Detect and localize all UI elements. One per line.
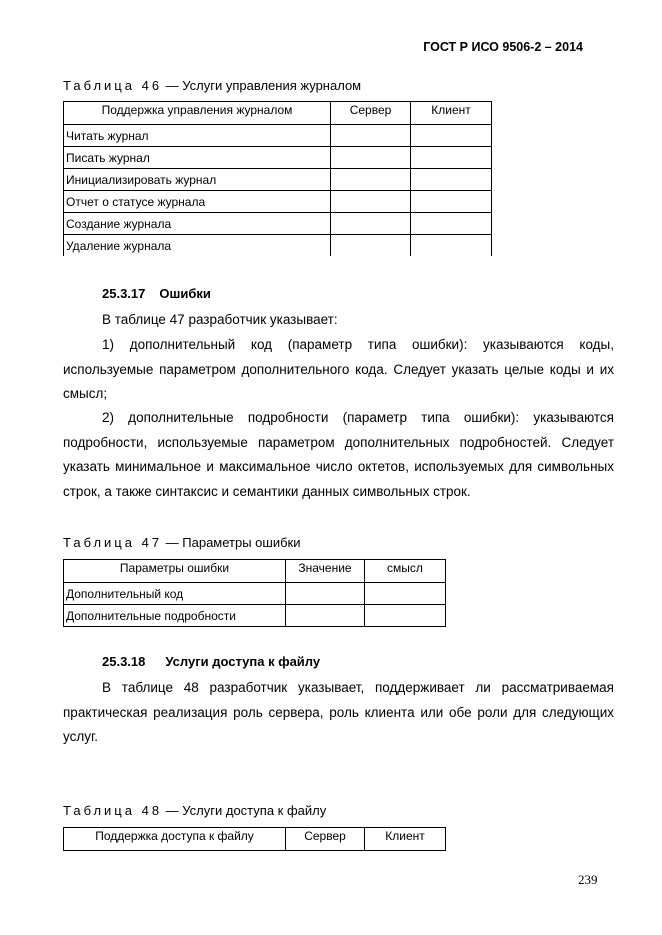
table-47-label: Таблица 47 xyxy=(63,535,163,550)
page-number: 239 xyxy=(578,872,598,887)
document-header: ГОСТ Р ИСО 9506-2 – 2014 xyxy=(423,40,583,54)
empty-cell xyxy=(411,213,492,235)
table-46-label: Таблица 46 xyxy=(63,78,163,93)
table-row xyxy=(64,125,492,147)
section-25-3-17-intro: В таблице 47 разработчик указывает: xyxy=(102,312,338,327)
empty-cell xyxy=(331,235,411,257)
row-label: Создание журнала xyxy=(64,213,331,235)
column-header: Клиент xyxy=(365,828,446,851)
table-47-title: — Параметры ошибки xyxy=(162,535,301,550)
table-row xyxy=(64,605,446,627)
table-row xyxy=(64,583,446,605)
table-row xyxy=(64,191,492,213)
empty-cell xyxy=(411,125,492,147)
column-header: Поддержка управления журналом xyxy=(64,102,331,125)
column-header: Сервер xyxy=(331,102,411,125)
table-row xyxy=(64,213,492,235)
section-25-3-17-item-1: 1) дополнительный код (параметр типа ошибки): указываются коды, используемые параметром дополнительного кода. Следует указать целые коды и их смысл; xyxy=(63,337,614,401)
column-header: Клиент xyxy=(411,102,492,125)
table-46 xyxy=(63,101,492,256)
section-title: Услуги доступа к файлу xyxy=(165,654,321,669)
row-label: Писать журнал xyxy=(64,147,331,169)
section-number: 25.3.18 xyxy=(102,654,146,669)
table-47 xyxy=(63,559,446,627)
empty-cell xyxy=(331,169,411,191)
empty-cell xyxy=(331,147,411,169)
empty-cell xyxy=(286,583,365,605)
row-label: Читать журнал xyxy=(64,125,331,147)
table-48 xyxy=(63,827,446,851)
column-header: Параметры ошибки xyxy=(64,560,286,583)
empty-cell xyxy=(286,605,365,627)
column-header: смысл xyxy=(365,560,446,583)
table-46-caption xyxy=(63,78,361,93)
table-48-label: Таблица 48 xyxy=(63,803,163,818)
table-48-title: — Услуги доступа к файлу xyxy=(162,803,327,818)
table-46-title: — Услуги управления журналом xyxy=(162,78,362,93)
table-48-caption xyxy=(63,803,326,818)
table-row xyxy=(64,169,492,191)
row-label: Удаление журнала xyxy=(64,235,331,257)
section-25-3-17-item-2: 2) дополнительные подробности (параметр типа ошибки): указываются подробности, используемые параметром дополнительных подробностей. Следует указать минимальное и максимальное число октетов, используемых для символьных строк, а также синтаксис и семантики данных символьных строк. xyxy=(63,410,614,499)
empty-cell xyxy=(331,191,411,213)
column-header: Поддержка доступа к файлу xyxy=(64,828,286,851)
row-label: Отчет о статусе журнала xyxy=(64,191,331,213)
empty-cell xyxy=(331,213,411,235)
table-header-row xyxy=(64,102,492,125)
column-header: Значение xyxy=(286,560,365,583)
section-25-3-18-text: В таблице 48 разработчик указывает, поддерживает ли рассматриваемая практическая реализация роль сервера, роль клиента или обе роли для следующих услуг. xyxy=(63,680,614,744)
empty-cell xyxy=(331,125,411,147)
section-25-3-18-heading xyxy=(102,654,320,669)
table-row xyxy=(64,235,492,257)
empty-cell xyxy=(411,169,492,191)
section-title: Ошибки xyxy=(159,286,211,301)
table-header-row xyxy=(64,828,446,851)
column-header: Сервер xyxy=(286,828,365,851)
empty-cell xyxy=(411,147,492,169)
row-label: Инициализировать журнал xyxy=(64,169,331,191)
empty-cell xyxy=(411,191,492,213)
section-number: 25.3.17 xyxy=(102,286,146,301)
table-row xyxy=(64,147,492,169)
row-label: Дополнительный код xyxy=(64,583,286,605)
empty-cell xyxy=(365,605,446,627)
empty-cell xyxy=(365,583,446,605)
section-25-3-17-heading xyxy=(102,286,211,301)
table-header-row xyxy=(64,560,446,583)
row-label: Дополнительные подробности xyxy=(64,605,286,627)
table-47-caption xyxy=(63,535,301,550)
empty-cell xyxy=(411,235,492,257)
